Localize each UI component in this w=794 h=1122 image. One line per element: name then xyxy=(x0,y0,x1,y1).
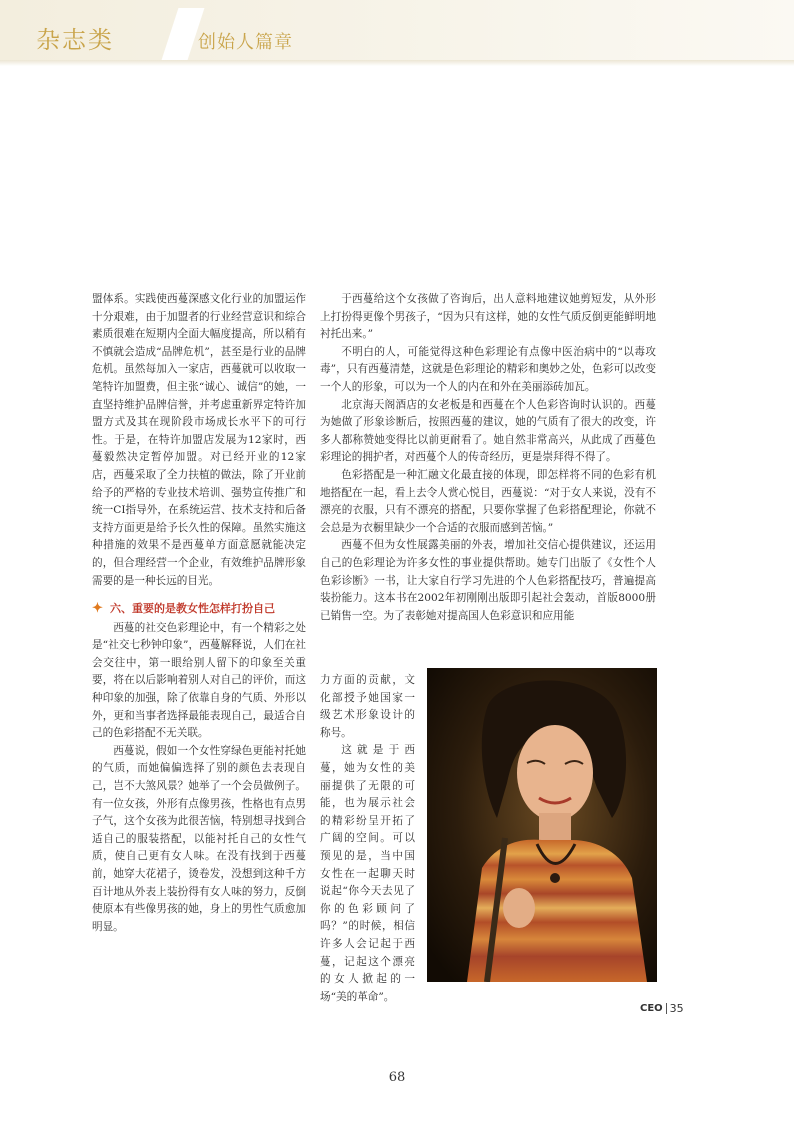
magazine-footer xyxy=(640,1002,684,1015)
body-paragraph: 西蔓的社交色彩理论中，有一个精彩之处是“社交七秒钟印象”，西蔓解释说，人们在社会交往中，第一眼给别人留下的印象至关重要，将在以后影响着别人对自己的评价，而这种印象的加强，除了依靠自身的气质、外形以外，更和当事者选择最能表现自己，最适合自己的色彩搭配不无关联。 xyxy=(92,621,306,740)
body-paragraph: 力方面的贡献，文化部授予她国家一级艺术形象设计的称号。 xyxy=(320,674,415,739)
body-paragraph: 西蔓不但为女性展露美丽的外表，增加社交信心提供建议，还运用自己的色彩理论为许多女性的事业提供帮助。她专门出版了《女性个人色彩诊断》一书，让大家自行学习先进的个人色彩搭配技巧，普遍提高装扮能力。这本书在2002年初刚刚出版即引起社会轰动，首版8000册已销售一空。为了表彰她对提高国人色彩意识和应用能 xyxy=(320,539,656,622)
body-paragraph: 于西蔓给这个女孩做了咨询后，出人意料地建议她剪短发，从外形上打扮得更像个男孩子，“因为只有这样，她的女性气质反倒更能鲜明地衬托出来。” xyxy=(320,293,656,341)
right-column xyxy=(320,291,656,625)
portrait-illustration xyxy=(427,668,657,982)
body-paragraph: 西蔓说，假如一个女性穿绿色更能衬托她的气质，而她偏偏选择了别的颜色去表现自己，岂不大煞风景？她举了一个会员做例子。有一位女孩，外形有点像男孩，性格也有点男子气，这个女孩为此很苦恼，特别想寻找到合适自己的服装搭配，以能衬托自己的女性气质，使自己更有女人味。在没有找到于西蔓前，她穿大花裙子，烫卷发，没想到这种千方百计地从外表上装扮得有女人味的努力，反倒使原本有些像男孩的她，身上的男性气质愈加明显。 xyxy=(92,744,306,933)
body-paragraph: 盟体系。实践使西蔓深感文化行业的加盟运作十分艰难，由于加盟者的行业经营意识和综合素质很难在短期内全面大幅度提高，所以稍有不慎就会造成“品牌危机”，甚至是行业的品牌危机。虽然每加入一家店，西蔓就可以收取一笔特许加盟费，但主张“诚心、诚信”的她，一直坚持维护品牌信誉，并考虑重新界定特许加盟方式及其在现阶段市场成长水平下的可行性。于是，在特许加盟店发展为12家时，西蔓毅然决定暂停加盟。对已经开业的12家店，西蔓采取了全力扶植的做法，除了开业前给予的严格的专业技术培训、强势宣传推广和统一CI指导外，在系统运营、技术支持和后备支持方面更是给予长久性的保障。虽然实施这种措施的效果不是西蔓单方面意愿就能决定的，但合理经营一个企业，有效维护品牌形象需要的是一种长远的目光。 xyxy=(92,293,306,587)
narrow-column xyxy=(320,672,415,1006)
section-title: 创始人篇章 xyxy=(198,32,293,53)
category-label: 杂志类 xyxy=(36,26,114,54)
body-paragraph: 这就是于西蔓，她为女性的美丽提供了无限的可能，也为展示社会的精彩纷呈开拓了广阔的空间。可以预见的是，当中国女性在一起聊天时说起“你今天去见了你的色彩顾问了吗？”的时候，相信许多人会记起于西蔓，记起这个漂亮的女人掀起的一场“美的革命”。 xyxy=(320,744,415,1003)
magazine-logo: CEO xyxy=(640,1003,663,1014)
portrait-photo xyxy=(427,668,657,982)
magazine-page-number: 35 xyxy=(669,1002,684,1015)
footer-divider xyxy=(666,1003,667,1014)
header-shadow xyxy=(0,60,794,66)
body-paragraph: 不明白的人，可能觉得这种色彩理论有点像中医治病中的“以毒攻毒”，只有西蔓清楚，这就是色彩理论的精彩和奥妙之处，色彩可以改变一个人的形象，可以为一个人的内在和外在美丽添砖加瓦。 xyxy=(320,345,656,393)
left-column xyxy=(92,291,306,936)
subheading xyxy=(92,600,306,618)
header-band xyxy=(0,0,794,64)
page-number: 68 xyxy=(388,1070,406,1085)
star-bullet-icon xyxy=(92,602,106,616)
body-paragraph: 北京海天阁酒店的女老板是和西蔓在个人色彩咨询时认识的。西蔓为她做了形象诊断后，按照西蔓的建议，她的气质有了很大的改变，许多人都称赞她变得比以前更耐看了。她自然非常高兴，从此成了西蔓色彩理论的拥护者，对西蔓个人的传奇经历，更是崇拜得不得了。 xyxy=(320,398,656,464)
subheading-text: 六、重要的是教女性怎样打扮自己 xyxy=(110,602,275,616)
body-paragraph: 色彩搭配是一种汇融文化最直接的体现，即怎样将不同的色彩有机地搭配在一起，看上去令人赏心悦目，西蔓说：“对于女人来说，没有不漂亮的衣服，只有不漂亮的搭配，只要你掌握了色彩搭配理论，你就不会总是为衣橱里缺少一个合适的衣服而感到苦恼。” xyxy=(320,468,656,534)
